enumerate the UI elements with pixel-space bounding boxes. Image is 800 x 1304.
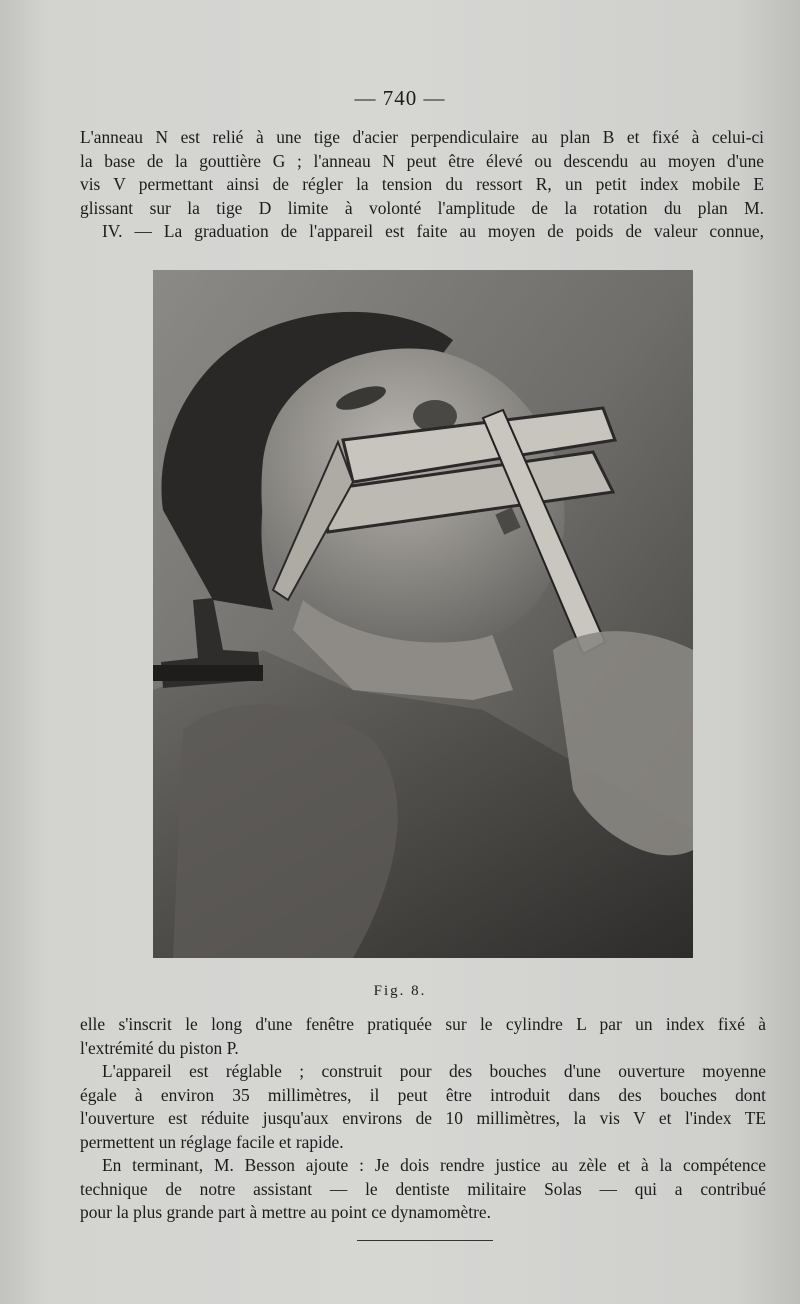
text-line: permettent un réglage facile et rapide. (80, 1131, 344, 1152)
text-line: technique de notre assistant — le dentiste militaire Solas — qui a contribué (80, 1178, 766, 1199)
text-line: L'anneau N est relié à une tige d'acier perpendiculaire au plan B et fixé à celui-ci (80, 127, 764, 147)
text-line: la base de la gouttière G ; l'anneau N peut être élevé ou descendu au moyen d'une (80, 150, 764, 171)
text-line: pour la plus grande part à mettre au point ce dynamomètre. (80, 1202, 491, 1222)
text-line: L'appareil est réglable ; construit pour des bouches d'une ouverture moyenne (102, 1061, 766, 1081)
text-line: l'ouverture est réduite jusqu'aux environs de 10 millimètres, la vis V et l'index TE (80, 1108, 766, 1128)
top-paragraph (80, 126, 764, 244)
text-line: égale à environ 35 millimètres, il peut être introduit dans des bouches dont (80, 1084, 766, 1105)
text-line: vis V permettant ainsi de régler la tension du ressort R, un petit index mobile E (80, 174, 764, 194)
page-number: — 740 — (354, 86, 446, 110)
end-rule (357, 1240, 493, 1241)
text-line: IV. — La graduation de l'appareil est faite au moyen de poids de valeur connue, (102, 221, 764, 241)
bottom-paragraph (80, 1013, 766, 1225)
figure-photograph (153, 270, 693, 958)
dynamometer-photo-illustration (153, 270, 693, 958)
figure-caption: Fig. 8. (373, 983, 427, 999)
text-line: En terminant, M. Besson ajoute : Je dois rendre justice au zèle et à la compétence (102, 1155, 766, 1175)
text-line: l'extrémité du piston P. (80, 1037, 239, 1058)
text-line: glissant sur la tige D limite à volonté l'amplitude de la rotation du plan M. (80, 197, 764, 218)
text-line: elle s'inscrit le long d'une fenêtre pratiquée sur le cylindre L par un index fixé à (80, 1014, 766, 1034)
